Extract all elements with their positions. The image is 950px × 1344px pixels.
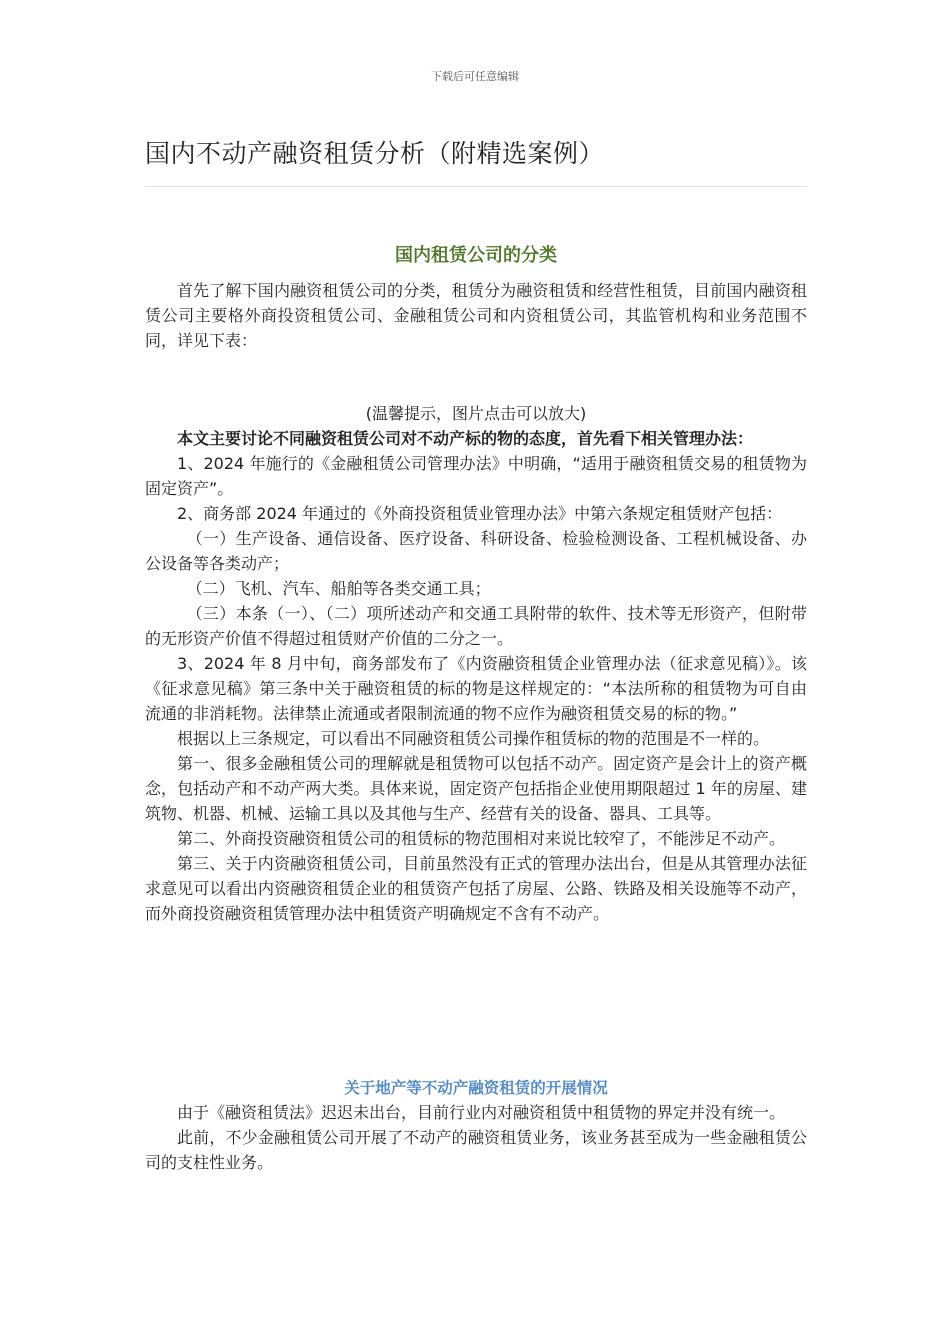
body-paragraph: 2、商务部 2024 年通过的《外商投资租赁业管理办法》中第六条规定租赁财产包括：	[177, 504, 783, 523]
body-paragraph: 根据以上三条规定，可以看出不同融资租赁公司操作租赁标的物的范围是不一样的。	[177, 729, 770, 748]
body-paragraph: 1、2024 年施行的《金融租赁公司管理办法》中明确，“适用于融资租赁交易的租赁物为固定资产”。	[145, 454, 807, 498]
list-item: （一）生产设备、通信设备、医疗设备、科研设备、检验检测设备、工程机械设备、办公设备等各类动产；	[145, 529, 807, 573]
body-paragraph: 第一、很多金融租赁公司的理解就是租赁物可以包括不动产。固定资产是会计上的资产概念，包括动产和不动产两大类。具体来说，固定资产包括指企业使用期限超过 1 年的房屋、建筑物、机器、机械、运输工具以及其他与生产、经营有关的设备、器具、工具等。	[145, 754, 807, 823]
title-divider	[145, 186, 807, 187]
body-paragraph: 第二、外商投资融资租赁公司的租赁标的物范围相对来说比较窄了，不能涉足不动产。	[177, 829, 786, 848]
image-hint: (温馨提示，图片点击可以放大)	[365, 404, 587, 423]
real-estate-block	[145, 1100, 807, 1175]
intro-paragraph: 首先了解下国内融资租赁公司的分类，租赁分为融资租赁和经营性租赁，目前国内融资租赁公司主要格外商投资租赁公司、金融租赁公司和内资租赁公司，其监管机构和业务范围不同，详见下表：	[145, 281, 807, 350]
intro-block	[145, 278, 807, 353]
body-paragraph: 3、2024 年 8 月中旬，商务部发布了《内资融资租赁企业管理办法（征求意见稿）》。该《征求意见稿》第三条中关于融资租赁的标的物是这样规定的：“本法所称的租赁物为可自由流通的非消耗物。法律禁止流通或者限制流通的物不应作为融资租赁交易的标的物。”	[145, 654, 807, 723]
header-note: 下载后可任意编辑	[431, 70, 519, 83]
list-item: （二）飞机、汽车、船舶等各类交通工具；	[186, 579, 491, 598]
body-paragraph: 由于《融资租赁法》迟迟未出台，目前行业内对融资租赁中租赁物的界定并没有统一。	[177, 1103, 786, 1122]
document-title: 国内不动产融资租赁分析（附精选案例）	[145, 139, 605, 168]
body-paragraph: 此前，不少金融租赁公司开展了不动产的融资租赁业务，该业务甚至成为一些金融租赁公司的支柱性业务。	[145, 1128, 807, 1172]
list-item: （三）本条（一）、（二）项所述动产和交通工具附带的软件、技术等无形资产，但附带的无形资产价值不得超过租赁财产价值的二分之一。	[145, 604, 807, 648]
lead-bold-paragraph: 本文主要讨论不同融资租赁公司对不动产标的物的态度，首先看下相关管理办法：	[177, 429, 754, 448]
regulations-block	[145, 401, 807, 926]
section-heading-real-estate: 关于地产等不动产融资租赁的开展情况	[344, 1079, 608, 1097]
section-heading-classification: 国内租赁公司的分类	[395, 245, 557, 266]
body-paragraph: 第三、关于内资融资租赁公司，目前虽然没有正式的管理办法出台，但是从其管理办法征求意见可以看出内资融资租赁企业的租赁资产包括了房屋、公路、铁路及相关设施等不动产，而外商投资融资租赁管理办法中租赁资产明确规定不含有不动产。	[145, 854, 807, 923]
